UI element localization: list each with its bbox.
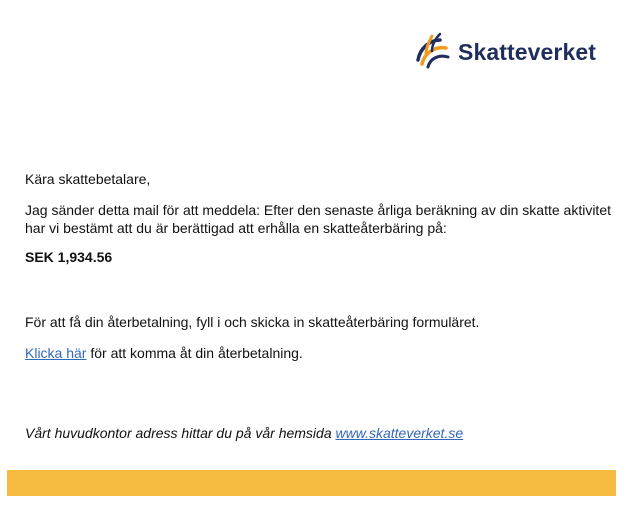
skatteverket-logo: [410, 30, 596, 70]
email-body-line-2: har vi bestämt att du är berättigad att erhålla en skatteåterbäring på:: [25, 220, 447, 236]
email-body-line-1: Jag sänder detta mail för att meddela: Efter den senaste årliga beräkning av din skatte aktivitet: [25, 202, 611, 218]
klicka-har-link[interactable]: Klicka här: [25, 345, 87, 361]
email-instruction: För att få din återbetalning, fyll i och skicka in skatteåterbäring formuläret.: [25, 314, 480, 330]
footer-address-text: Vårt huvudkontor adress hittar du på vår hemsida: [25, 425, 336, 441]
email-greeting: Kära skattebetalare,: [25, 171, 151, 187]
skatteverket-logo-mark-icon: [410, 30, 454, 70]
footer-bar: [7, 470, 616, 496]
refund-link-suffix: för att komma åt din återbetalning.: [86, 345, 303, 361]
skatteverket-website-link[interactable]: www.skatteverket.se: [335, 425, 464, 441]
logo-wordmark: Skatteverket: [458, 38, 597, 65]
refund-link-line: [25, 344, 303, 362]
footer-address-line: [25, 424, 463, 442]
refund-amount: SEK 1,934.56: [25, 249, 113, 265]
